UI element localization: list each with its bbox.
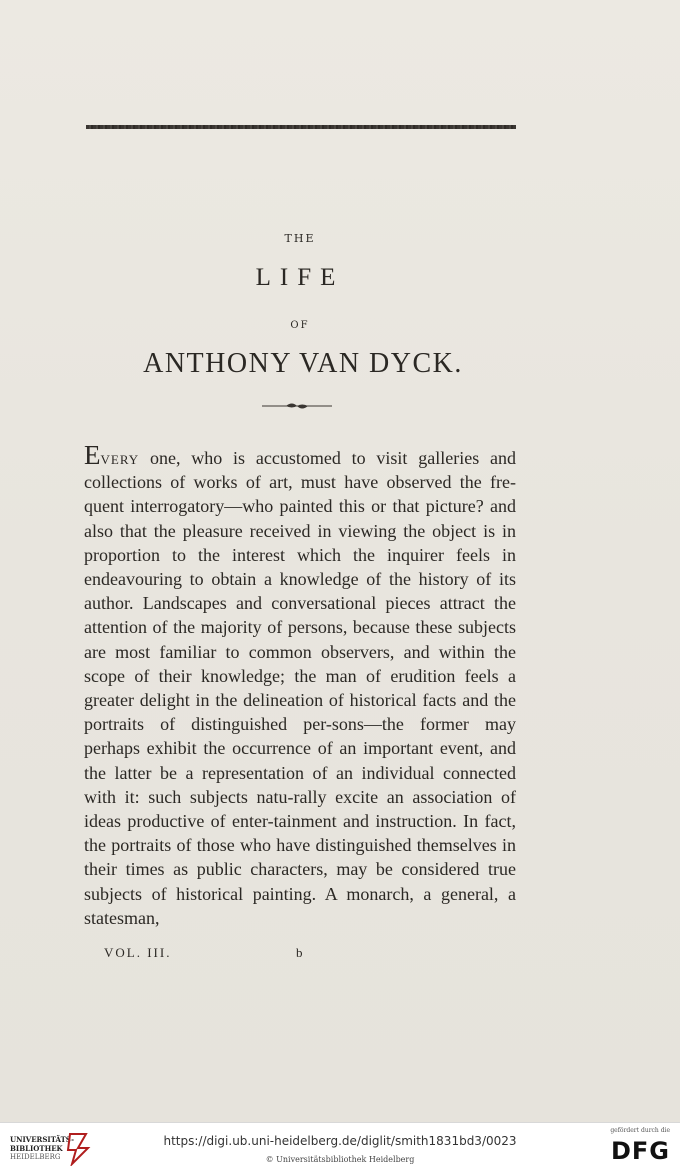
title-the: THE (284, 232, 316, 245)
opening-smallcaps: very (100, 448, 140, 468)
copyright-notice: © Universitätsbibliothek Heidelberg (265, 1155, 415, 1164)
ornament-divider-icon (262, 401, 332, 411)
body-text: one, who is accustomed to visit galleries and collections of works of art, must have observed the fre-quent interrogatory—who painted this or that picture? and also that the pleasure received in viewing the object is in proportion to the interest which the inquirer feels in endeavouring to obtain a knowledge of the history of its author. Landscapes and conversational pieces attract the attention of the majority of persons, because these subjects are most familiar to common observers, and within the scope of their knowledge; the man of erudition feels a greater delight in the delineation of historical facts and the portraits of distinguished per-sons—the former may perhaps exhibit the occurrence of an important event, and the latter be a representation of an individual connected with it: such subjects natu-rally excite an association of ideas productive of enter-tainment and instruction. In fact, the portraits of those who have distinguished themselves in their times as public characters, may be considered true subjects of historical painting. A monarch, a general, a statesman, (84, 448, 516, 928)
top-rule (86, 125, 516, 129)
funding-note: gefördert durch die (610, 1127, 670, 1134)
dfg-logo[interactable]: DFG (610, 1137, 670, 1165)
title-name: ANTHONY VAN DYCK. (143, 348, 463, 379)
library-name-line2: BIBLIOTHEK (10, 1144, 63, 1153)
title-of: OF (290, 320, 310, 331)
title-life: LIFE (255, 264, 345, 291)
permalink-url[interactable]: https://digi.ub.uni-heidelberg.de/diglit/smith1831bd3/0023 (163, 1134, 517, 1148)
signature-mark: b (296, 945, 303, 960)
library-name-line3: HEIDELBERG (10, 1153, 61, 1161)
body-paragraph (84, 440, 516, 930)
library-name-line1: UNIVERSITÄTS- (10, 1135, 74, 1144)
page-footer (104, 945, 524, 965)
volume-mark: VOL. III. (104, 945, 172, 960)
drop-cap: E (84, 440, 101, 470)
